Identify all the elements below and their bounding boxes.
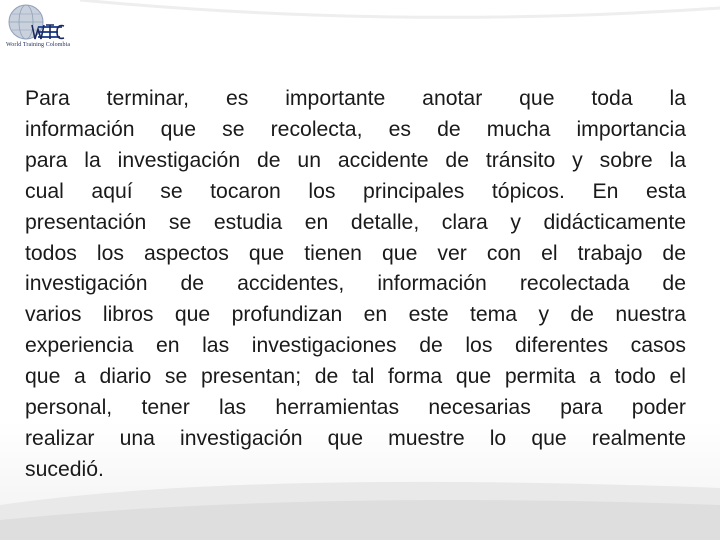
paragraph-line: sucedió. <box>25 457 104 481</box>
paragraph-line: información que se recolecta, es de mucha importancia <box>25 117 686 141</box>
paragraph-line: Para terminar, es importante anotar que toda la <box>25 87 686 110</box>
globe-with-wtc-letters-icon <box>2 2 82 44</box>
paragraph-line: varios libros que profundizan en este tema y de nuestra <box>25 303 686 327</box>
paragraph-line: realizar una investigación que muestre lo que realmente <box>25 426 686 450</box>
paragraph-line: presentación se estudia en detalle, clara y didácticamente <box>25 210 686 234</box>
paragraph-line: cual aquí se tocaron los principales tópicos. En esta <box>25 179 686 203</box>
paragraph-line: personal, tener las herramientas necesarias para poder <box>25 396 686 420</box>
body-paragraph <box>25 84 686 486</box>
paragraph-line: investigación de accidentes, información recolectada de <box>25 272 686 296</box>
paragraph-line: para la investigación de un accidente de tránsito y sobre la <box>25 148 686 172</box>
company-logo <box>2 2 92 54</box>
paragraph-line: todos los aspectos que tienen que ver con el trabajo de <box>25 241 686 265</box>
paragraph-line: que a diario se presentan; de tal forma que permita a todo el <box>25 365 686 389</box>
logo-caption: World Training Colombia <box>6 42 71 48</box>
paragraph-line: experiencia en las investigaciones de los diferentes casos <box>25 334 686 358</box>
